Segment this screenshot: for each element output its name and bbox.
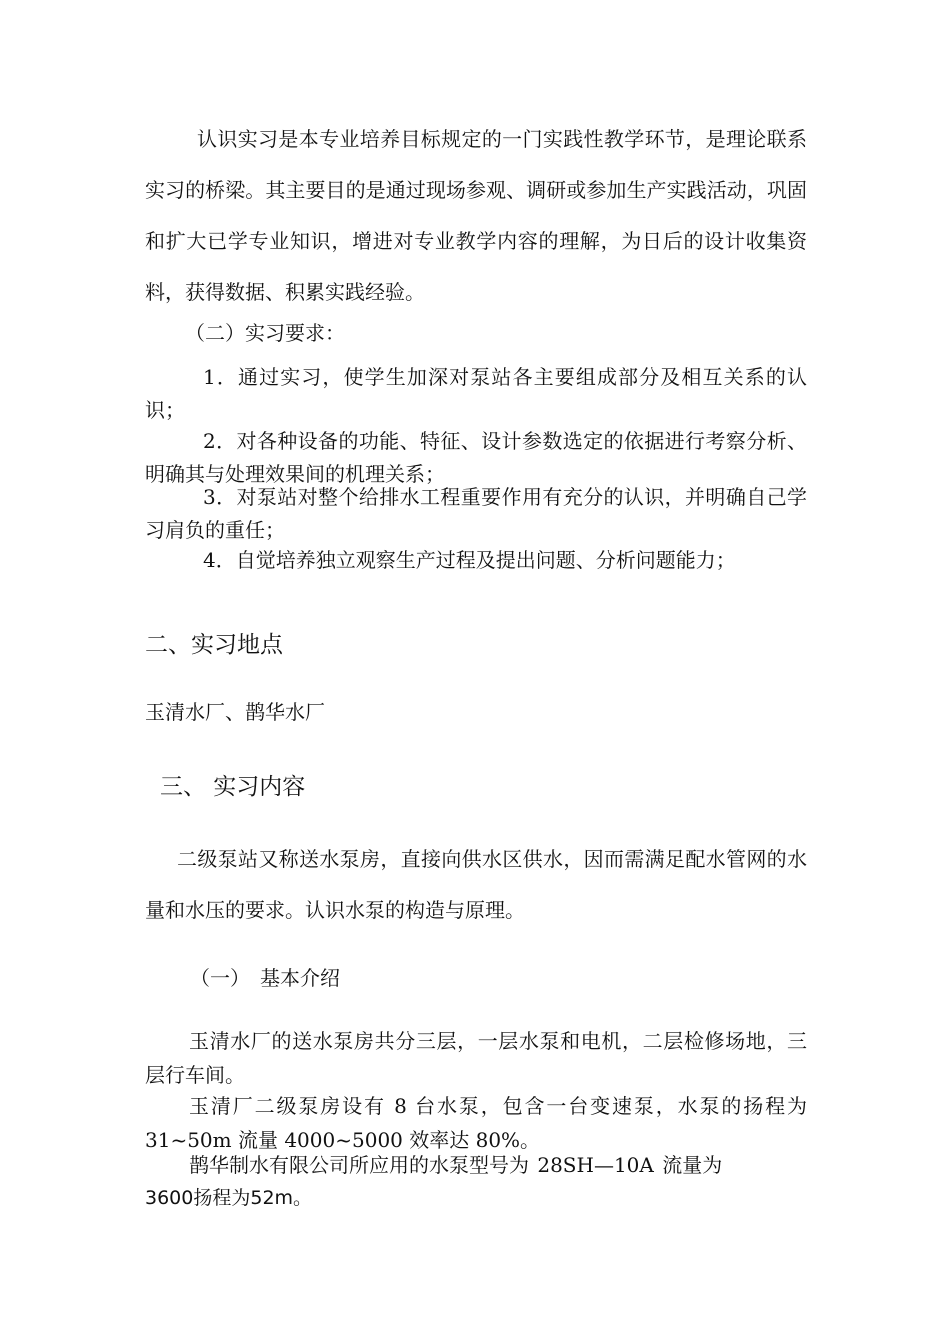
requirement-item-3: 3．对泵站对整个给排水工程重要作用有充分的认识，并明确自己学习肩负的重任； <box>145 485 807 542</box>
detail-paragraph-2: 玉清厂二级泵房设有 8 台水泵，包含一台变速泵，水泵的扬程为 31~50m 流量 4000~5000 效率达 80%。 <box>145 1094 807 1152</box>
basic-intro-subheading: （一） 基本介绍 <box>190 966 340 990</box>
requirement-item-1: 1．通过实习，使学生加深对泵站各主要组成部分及相互关系的认识； <box>145 365 807 422</box>
content-paragraph: 二级泵站又称送水泵房，直接向供水区供水，因而需满足配水管网的水量和水压的要求。认识水泵的构造与原理。 <box>145 847 807 922</box>
location-heading: 二、实习地点 <box>145 632 283 658</box>
detail-paragraph-3-line1: 鹊华制水有限公司所应用的水泵型号为 28SH—10A 流量为 <box>189 1153 723 1177</box>
content-heading: 三、 实习内容 <box>160 774 306 800</box>
requirement-item-4: 4．自觉培养独立观察生产过程及提出问题、分析问题能力； <box>203 548 736 572</box>
detail-paragraph-1: 玉清水厂的送水泵房共分三层，一层水泵和电机，二层检修场地，三层行车间。 <box>145 1029 807 1087</box>
requirements-heading: （二）实习要求： <box>185 321 345 345</box>
intro-paragraph: 认识实习是本专业培养目标规定的一门实践性教学环节，是理论联系实习的桥梁。其主要目的是通过现场参观、调研或参加生产实践活动，巩固和扩大已学专业知识，增进对专业教学内容的理解，为日后的设计收集资料，获得数据、积累实践经验。 <box>145 127 807 304</box>
location-text: 玉清水厂、鹊华水厂 <box>145 700 325 724</box>
detail-paragraph-3-line2: 3600扬程为52m。 <box>145 1187 313 1209</box>
requirement-item-2: 2．对各种设备的功能、特征、设计参数选定的依据进行考察分析、明确其与处理效果间的机理关系； <box>145 429 807 486</box>
